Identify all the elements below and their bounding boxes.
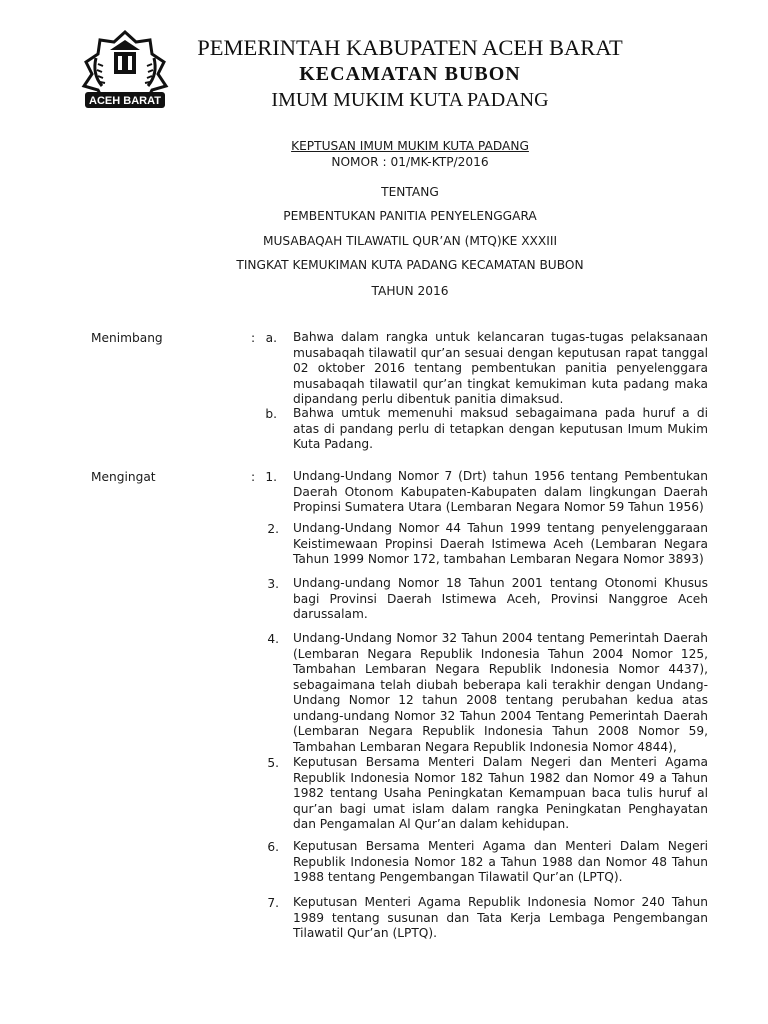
mengingat-mark-5: 5. xyxy=(267,756,279,770)
mengingat-mark-6: 6. xyxy=(267,840,279,854)
menimbang-label: Menimbang xyxy=(91,331,163,345)
letterhead-line-3: IMUM MUKIM KUTA PADANG xyxy=(271,89,549,111)
emblem-text: ACEH BARAT xyxy=(89,95,161,107)
mengingat-mark-3: 3. xyxy=(267,577,279,591)
mengingat-mark-4: 4. xyxy=(267,632,279,646)
decree-subject-1: PEMBENTUKAN PANITIA PENYELENGGARA xyxy=(283,209,537,223)
decree-number: NOMOR : 01/MK-KTP/2016 xyxy=(331,155,489,169)
menimbang-colon: : xyxy=(251,331,256,345)
mengingat-item-3: Undang-undang Nomor 18 Tahun 2001 tentang Otonomi Khusus bagi Provinsi Daerah Istimewa Aceh, Provinsi Nanggroe Aceh darussalam. xyxy=(293,576,708,621)
mengingat-mark-1: 1. xyxy=(265,470,277,484)
mengingat-label: Mengingat xyxy=(91,470,156,484)
mengingat-item-7: Keputusan Menteri Agama Republik Indonesia Nomor 240 Tahun 1989 tentang susunan dan Tata Kerja Lembaga Pengembangan Tilawatil Qur’an (LPTQ). xyxy=(293,895,708,940)
menimbang-mark-b: b. xyxy=(265,407,277,421)
mengingat-item-1: Undang-Undang Nomor 7 (Drt) tahun 1956 tentang Pembentukan Daerah Otonom Kabupaten-Kabupaten dalam lingkungan Daerah Propinsi Sumatera Utara (Lembaran Negara Nomor 59 Tahun 1956) xyxy=(293,469,708,514)
mengingat-item-5: Keputusan Bersama Menteri Dalam Negeri dan Menteri Agama Republik Indonesia Nomor 182 Tahun 1982 dan Nomor 49 a Tahun 1982 tentang Usaha Peningkatan Kemampuan baca tulis huruf al qur’an bagi umat islam dalam rangka Peningkatan Penghayatan dan Pengamalan Al Qur’an dalam kehidupan. xyxy=(293,755,708,831)
decree-year: TAHUN 2016 xyxy=(371,284,449,298)
menimbang-item-a: Bahwa dalam rangka untuk kelancaran tugas-tugas pelaksanaan musabaqah tilawatil qur’an sesuai dengan keputusan rapat tanggal 02 oktober 2016 tentang pembentukan panitia penyelenggara musabaqah tilawatil qur’an tingkat kemukiman kuta padang maka dipandang perlu dibentuk panitia dimaksud. xyxy=(293,330,708,406)
menimbang-mark-a: a. xyxy=(265,331,277,345)
decree-subject-2: MUSABAQAH TILAWATIL QUR’AN (MTQ)KE XXXIII xyxy=(262,234,558,248)
mengingat-mark-2: 2. xyxy=(267,522,279,536)
aceh-barat-emblem xyxy=(80,28,170,110)
mengingat-item-6: Keputusan Bersama Menteri Agama dan Menteri Dalam Negeri Republik Indonesia Nomor 182 a Tahun 1988 dan Nomor 48 Tahun 1988 tentang Pengembangan Tilawatil Qur’an (LPTQ). xyxy=(293,839,708,884)
decree-subject-3: TINGKAT KEMUKIMAN KUTA PADANG KECAMATAN BUBON xyxy=(236,258,584,272)
letterhead xyxy=(160,34,660,114)
mengingat-item-2: Undang-Undang Nomor 44 Tahun 1999 tentang penyelenggaraan Keistimewaan Propinsi Daerah Istimewa Aceh (Lembaran Negara Tahun 1999 Nomor 172, tambahan Lembaran Negara Nomor 3893) xyxy=(293,521,708,566)
menimbang-item-b: Bahwa umtuk memenuhi maksud sebagaimana pada huruf a di atas di pandang perlu di tetapkan dengan keputusan Imum Mukim Kuta Padang. xyxy=(293,406,708,451)
decree-heading: KEPTUSAN IMUM MUKIM KUTA PADANG xyxy=(291,139,529,153)
letterhead-line-2: KECAMATAN BUBON xyxy=(299,63,521,85)
letterhead-line-1: PEMERINTAH KABUPATEN ACEH BARAT xyxy=(197,35,623,60)
mengingat-item-4: Undang-Undang Nomor 32 Tahun 2004 tentang Pemerintah Daerah (Lembaran Negara Republik Indonesia Tahun 2004 Nomor 125, Tambahan Lembaran Negara Republik Indonesia Nomor 4437), sebagaimana telah diubah beberapa kali terakhir dengan Undang-Undang Nomor 12 tahun 2008 tentang perubahan kedua atas undang-undang Nomor 32 Tahun 2004 Tentang Pemerintah Daerah (Lembaran Negara Republik Indonesia Tahun 2008 Nomor 59, Tambahan Lembaran Negara Republik Indonesia Nomor 4844), xyxy=(293,631,708,754)
decree-about: TENTANG xyxy=(381,185,439,199)
mengingat-colon: : xyxy=(251,470,256,484)
mengingat-mark-7: 7. xyxy=(267,896,279,910)
